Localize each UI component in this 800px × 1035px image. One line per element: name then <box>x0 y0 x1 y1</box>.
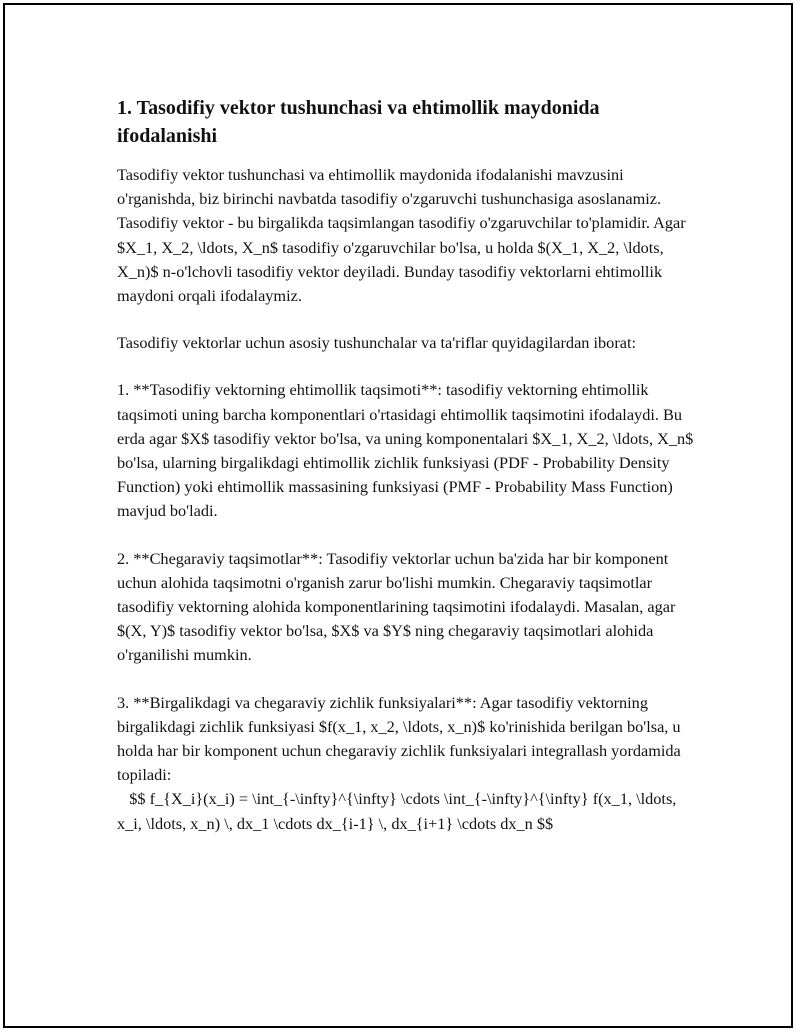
intro-paragraph: Tasodifiy vektor tushunchasi va ehtimollik maydonida ifodalanishi mavzusini o'rganishda, biz birinchi navbatda tasodifiy o'zgaruvchi tushunchasiga asoslanamiz. Tasodifiy vektor - bu birgalikda taqsimlangan tasodifiy o'zgaruvchilar to'plamidir. Agar $X_1, X_2, \ldots, X_n$ tasodifiy o'zgaruvchilar bo'lsa, u holda $(X_1, X_2, \ldots, X_n)$ n-o'lchovli tasodifiy vektor deyiladi. Bunday tasodifiy vektorlarni ehtimollik maydoni orqali ifodalaymiz. <box>117 165 690 306</box>
list-item-distribution: 1. **Tasodifiy vektorning ehtimollik taqsimoti**: tasodifiy vektorning ehtimollik taqsimoti uning barcha komponentlari o'rtasidagi ehtimollik taqsimotini ifodalaydi. Bu erda agar $X$ tasodifiy vektor bo'lsa, va uning komponentalari $X_1, X_2, \ldots, X_n$ bo'lsa, ularning birgalikdagi ehtimollik zichlik funksiyasi (PDF - Probability Density Function) yoki ehtimollik massasining funksiyasi (PMF - Probability Mass Function) mavjud bo'ladi. <box>117 380 698 521</box>
list-item-density-functions: 3. **Birgalikdagi va chegaraviy zichlik funksiyalari**: Agar tasodifiy vektorning birgalikdagi zichlik funksiyasi $f(x_1, x_2, \ldots, x_n)$ ko'rinishida berilgan bo'lsa, u holda har bir komponent uchun chegaraviy zichlik funksiyalari integrallash yordamida topiladi: $$ f_{X_i}(x_i) = \int_{-\infty}^{\infty} \cdots \int_{-\infty}^{\infty} f(x_1, \ldots, x_i, \ldots, x_n) \, dx_1 \cdots dx_{i-1} \, dx_{i+1} \cdots dx_n $$ <box>117 692 681 833</box>
section-title: 1. Tasodifiy vektor tushunchasi va ehtimollik maydonida ifodalanishi <box>117 97 600 147</box>
list-item-marginal-distributions: 2. **Chegaraviy taqsimotlar**: Tasodifiy vektorlar uchun ba'zida har bir komponent uchun alohida taqsimotni o'rganish zarur bo'lishi mumkin. Chegaraviy taqsimotlar tasodifiy vektorning alohida komponentlarining taqsimotini ifodalaydi. Masalan, agar $(X, Y)$ tasodifiy vektor bo'lsa, $X$ va $Y$ ning chegaraviy taqsimotlari alohida o'rganilishi mumkin. <box>117 548 680 665</box>
document-body <box>117 94 697 859</box>
concepts-intro-paragraph: Tasodifiy vektorlar uchun asosiy tushunchalar va ta'riflar quyidagilardan iborat: <box>117 333 637 353</box>
